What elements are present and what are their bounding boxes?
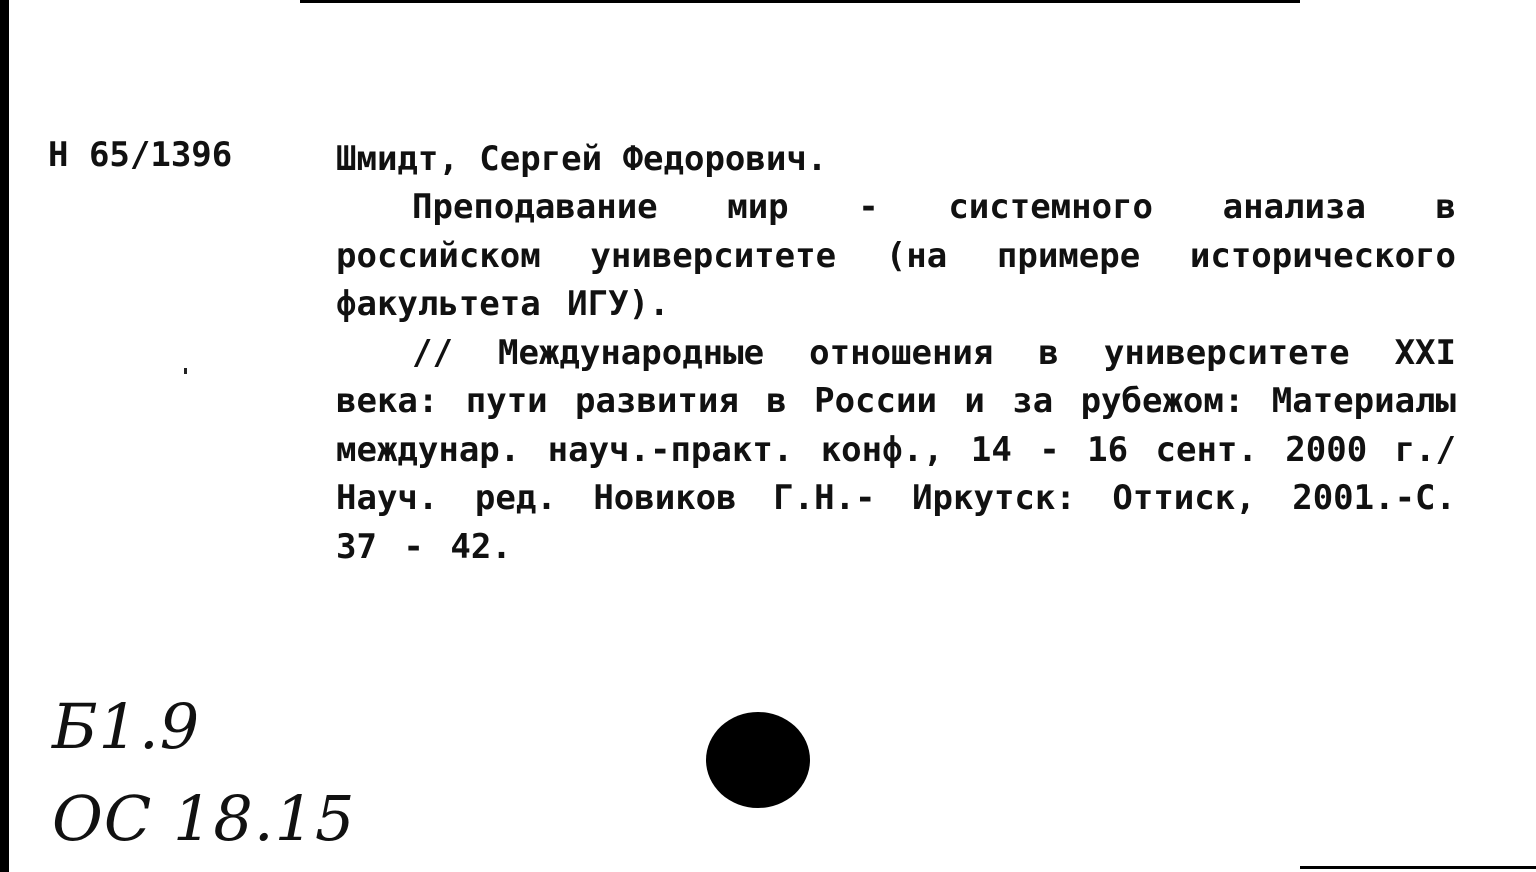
card-bottom-rule: [1300, 866, 1536, 869]
bibliographic-entry: [336, 135, 1456, 571]
card-left-edge: [0, 0, 9, 872]
handwritten-code: ОС 18.15: [52, 782, 356, 855]
card-top-rule: [300, 0, 1300, 3]
shelfmark: Н 65/1396: [48, 135, 233, 175]
source-description: // Международные отношения в университете XXI века: пути развития в России и за рубежом: Материалы междунар. науч.-практ. конф., 14 - 16 сент. 2000 г./ Науч. ред. Новиков Г.Н.- Иркутск: Оттиск, 2001.-С. 37 - 42.: [336, 332, 1456, 567]
author-name: Шмидт, Сергей Федорович.: [336, 139, 828, 179]
handwritten-classification: Б1.9: [52, 690, 201, 763]
punch-hole: [706, 712, 810, 808]
work-title: Преподавание мир - системного анализа в российском университете (на примере исторического факультета ИГУ).: [336, 187, 1456, 324]
speck-mark: [184, 368, 187, 374]
